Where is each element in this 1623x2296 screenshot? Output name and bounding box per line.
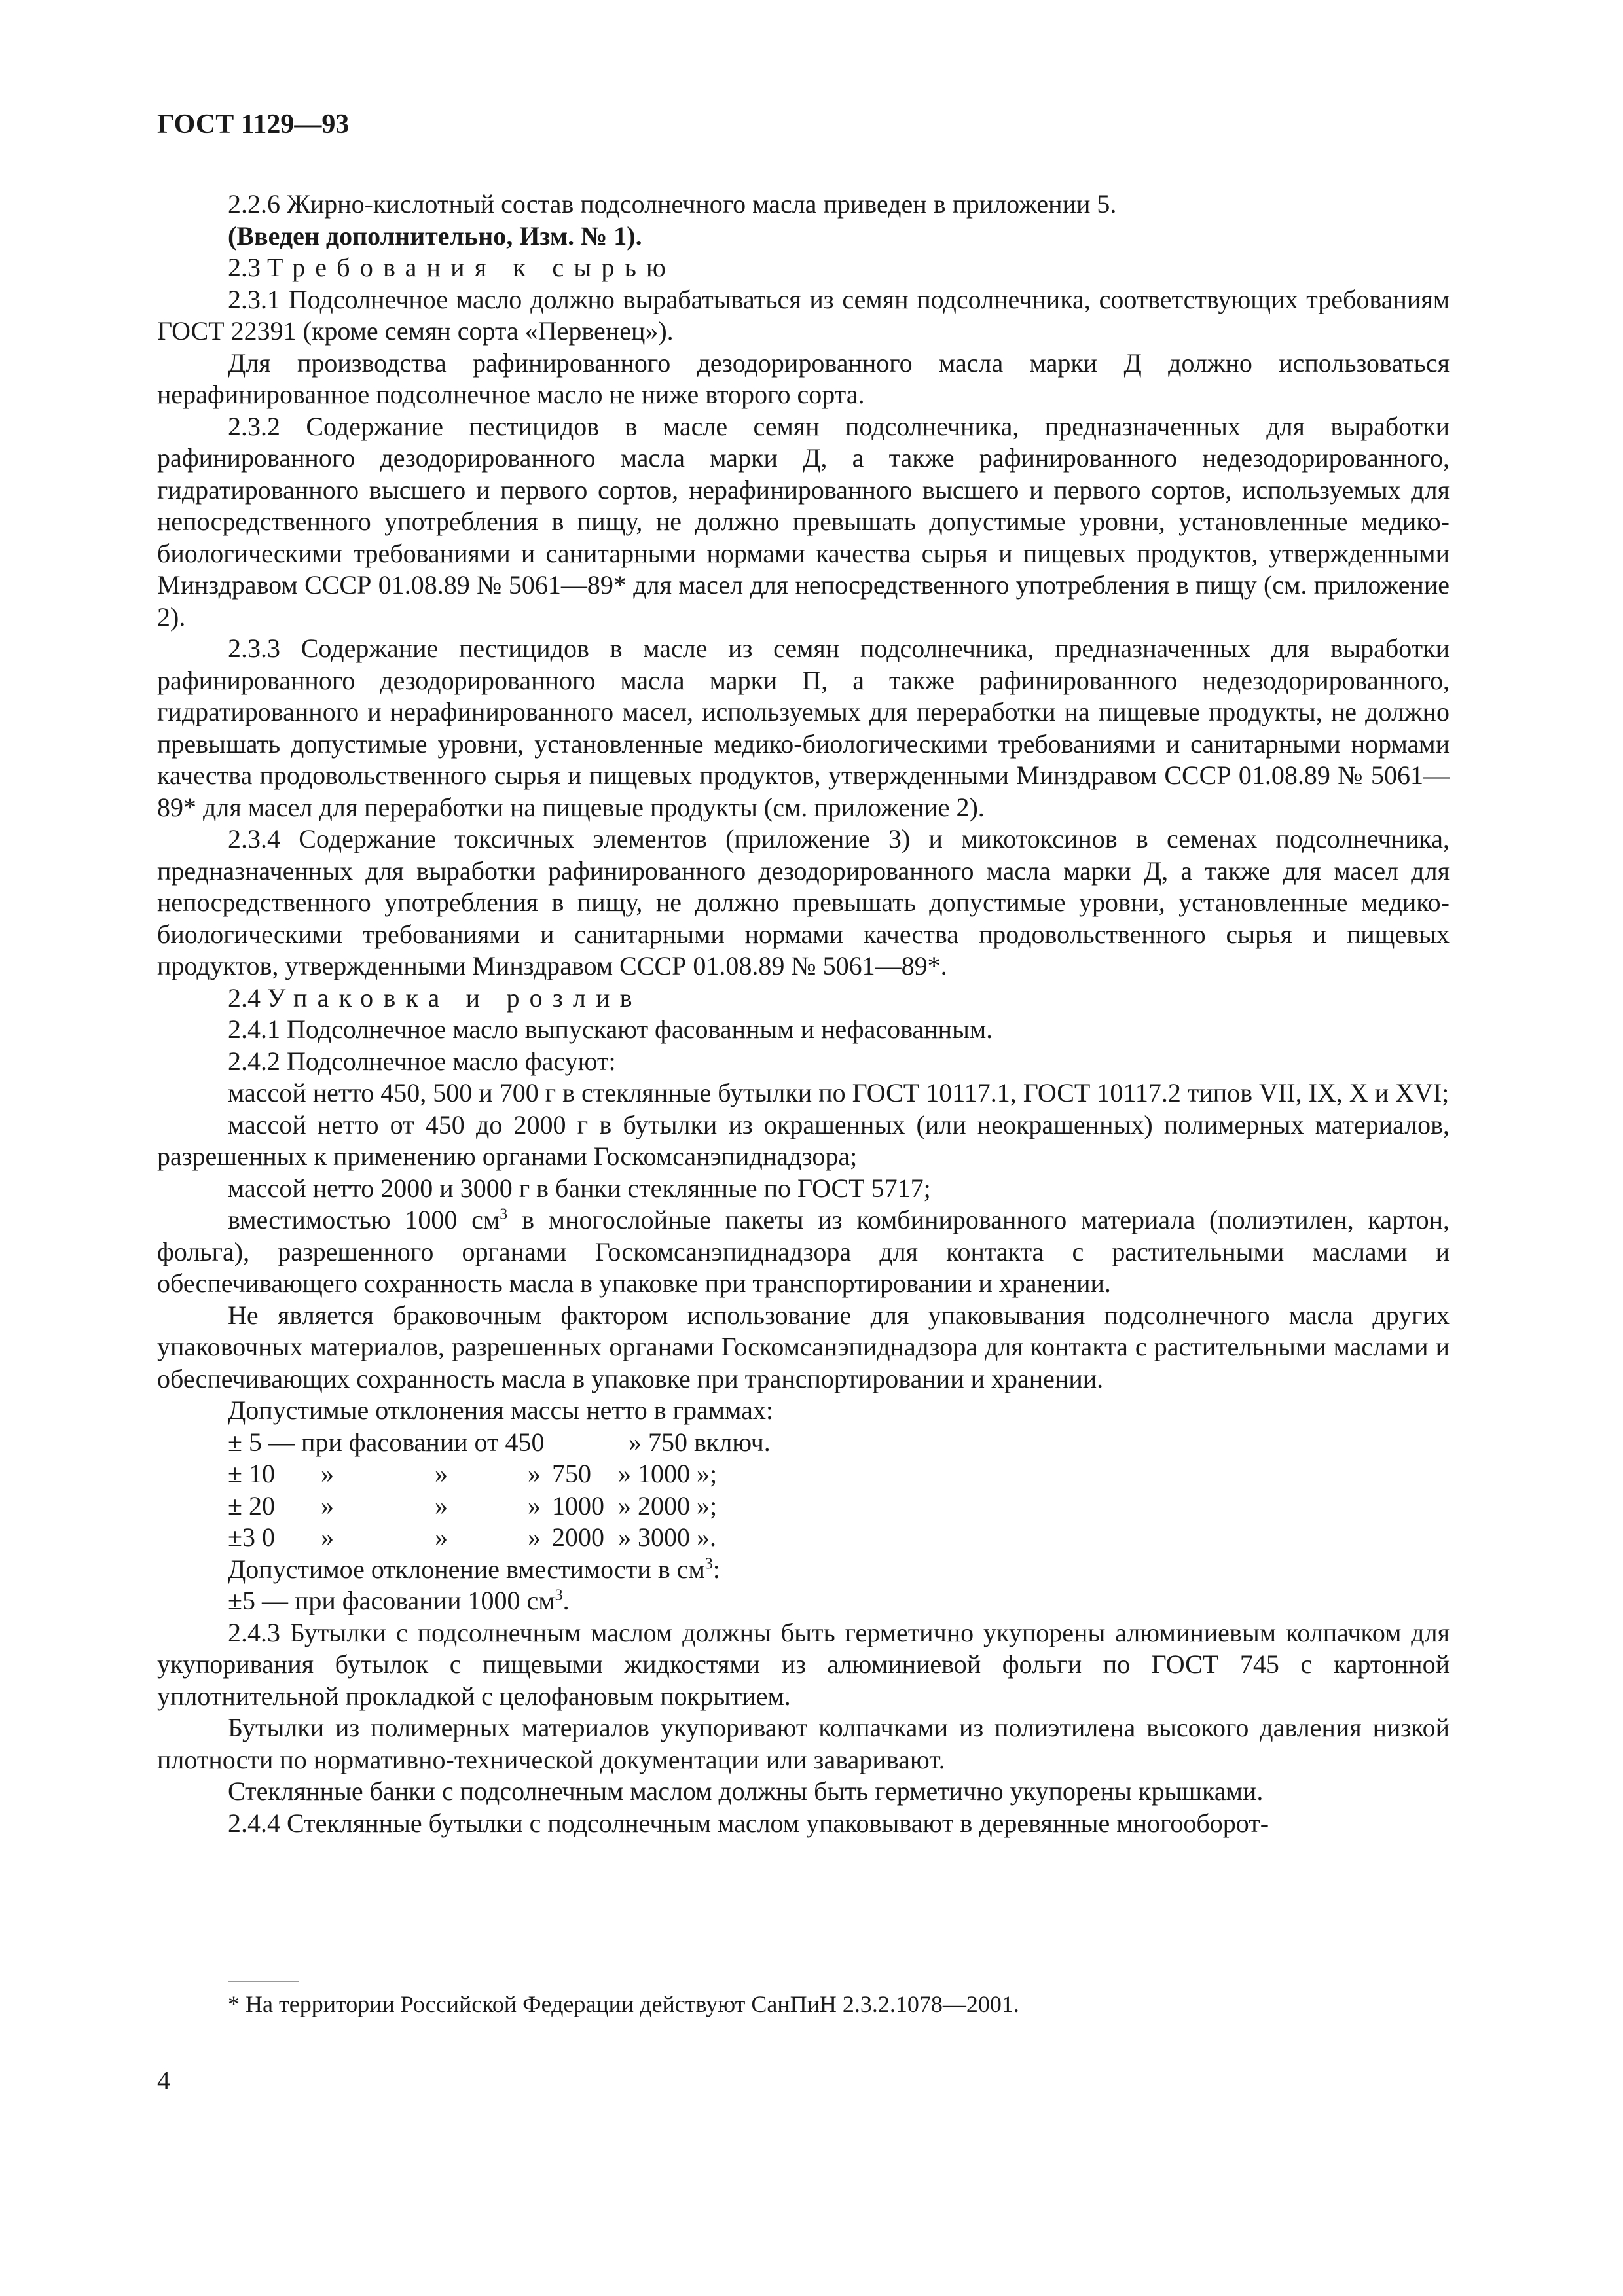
tolerance-cell: ». [697, 1522, 716, 1552]
tolerance-cell: 2000 [552, 1522, 604, 1552]
tolerance-cell: » [321, 1459, 334, 1488]
paragraph-2-4-1: 2.4.1 Подсолнечное масло выпускают фасованным и нефасованным. [228, 1014, 993, 1044]
tolerance-cell: » [528, 1522, 541, 1552]
footnote-divider [228, 1981, 299, 1982]
tolerance-cell: » [321, 1522, 334, 1552]
mass-tolerance-heading: Допустимые отклонения массы нетто в граммах: [228, 1395, 774, 1425]
paragraph-2-4-4: 2.4.4 Стеклянные бутылки с подсолнечным маслом упаковывают в деревянные многооборот- [228, 1808, 1269, 1838]
tolerance-cell: »; [697, 1490, 718, 1520]
tolerance-cell: 750 [552, 1459, 591, 1488]
paragraph-2-3-4: 2.3.4 Содержание токсичных элементов (приложение 3) и микотоксинов в семенах подсолнечника, предназначенных для выработки рафинированного дезодорированного масла марки Д, а также для масел для непосредственного употребления в пищу, не должно превышать допустимые уровни, установленные медико-биологическими требованиями и санитарными нормами качества продовольственного сырья и пищевых продуктов, утвержденными Минздравом СССР 01.08.89 № 5061—89*. [157, 824, 1450, 980]
section-title: Упаковка и розлив [267, 982, 642, 1013]
paragraph-2-3-1-b: Для производства рафинированного дезодорированного масла марки Д должно использоваться нерафинированное подсолнечное масло не ниже второго сорта. [157, 348, 1450, 409]
tolerance-row [157, 1522, 1450, 1554]
paragraph-2-3-3: 2.3.3 Содержание пестицидов в масле из семян подсолнечника, предназначенных для выработки рафинированного дезодорированного масла марки П, а также рафинированного недезодорированного, гидратированного и нерафинированного масел, используемых для переработки на пищевые продукты, не должно превышать допустимые уровни, установленные медико-биологическими требованиями и санитарными нормами качества продовольственного сырья и пищевых продуктов, утвержденными Минздравом СССР 01.08.89 № 5061—89* для масел для переработки на пищевые продукты (см. приложение 2). [157, 634, 1450, 822]
superscript: 3 [500, 1206, 508, 1223]
volume-tolerance-heading [157, 1554, 1450, 1586]
document-body [157, 188, 1450, 1839]
paragraph-2-3-2: 2.3.2 Содержание пестицидов в масле семян подсолнечника, предназначенных для выработки рафинированного дезодорированного масла марки Д, а также рафинированного недезодорированного, гидратированного высшего и первого сортов, нерафинированного высшего и первого сортов, используемых для непосредственного употребления в пищу, не должно превышать допустимые уровни, установленные медико-биологическими требованиями и санитарными нормами качества сырья и пищевых продуктов, утвержденными Минздравом СССР 01.08.89 № 5061—89* для масел для непосредственного употребления в пищу (см. приложение 2). [157, 411, 1450, 632]
tolerance-cell: » 3000 [618, 1522, 690, 1552]
section-number: 2.4 [228, 982, 261, 1013]
tolerance-row [157, 1458, 1450, 1490]
section-title: Требования к сырью [267, 253, 676, 282]
paragraph-2-2-6: 2.2.6 Жирно-кислотный состав подсолнечного масла приведен в приложении 5. [228, 189, 1117, 219]
footnote: * На территории Российской Федерации действуют СанПиН 2.3.2.1078—2001. [228, 1991, 1019, 2017]
tolerance-row [157, 1427, 1450, 1459]
tolerance-cell: 1000 [552, 1490, 604, 1520]
period: . [562, 1586, 570, 1615]
paragraph-other-materials: Не является браковочным фактором использование для упаковывания подсолнечного масла других упаковочных материалов, разрешенных органами Госкомсанэпиднадзора для контакта с растительными маслами и обеспечивающих сохранность масла в упаковке при транспортировании и хранении. [157, 1300, 1450, 1393]
packaging-item-glass-bottles: массой нетто 450, 500 и 700 г в стеклянные бутылки по ГОСТ 10117.1, ГОСТ 10117.2 типов VII, IX, X и XVI; [228, 1078, 1450, 1107]
capacity-lead: вместимостью 1000 см [228, 1205, 500, 1234]
superscript: 3 [555, 1587, 563, 1604]
paragraph-glass-jars-lids: Стеклянные банки с подсолнечным маслом должны быть герметично укупорены крышками. [228, 1776, 1264, 1806]
tolerance-cell: ±3 0 [228, 1522, 275, 1552]
tolerance-row [157, 1490, 1450, 1522]
colon: : [712, 1554, 720, 1584]
tolerance-cell: ± 5 — при фасовании от 450 [228, 1427, 545, 1457]
tolerance-cell: »; [697, 1459, 718, 1488]
tolerance-cell: » [321, 1490, 334, 1520]
paragraph-2-4-3: 2.4.3 Бутылки с подсолнечным маслом должны быть герметично укупорены алюминиевым колпачком для укупоривания бутылок с пищевыми жидкостями из алюминиевой фольги по ГОСТ 745 с картонной уплотнительной прокладкой с целофановым покрытием. [157, 1617, 1450, 1711]
paragraph-2-3-1: 2.3.1 Подсолнечное масло должно вырабатываться из семян подсолнечника, соответствующих требованиям ГОСТ 22391 (кроме семян сорта «Первенец»). [157, 284, 1450, 346]
capacity-text: в многослойные пакеты из комбинированного материала (полиэтилен, картон, фольга), разрешенного органами Госкомсанэпиднадзора для контакта с растительными маслами и обеспечивающего сохранность масла в упаковке при транспортировании и хранении. [157, 1205, 1450, 1298]
tolerance-cell: » [528, 1459, 541, 1488]
volume-tolerance-value-text: ±5 — при фасовании 1000 см [228, 1586, 555, 1615]
paragraph-polymer-caps: Бутылки из полимерных материалов укупоривают колпачками из полиэтилена высокого давления низкой плотности по нормативно-технической документации или заваривают. [157, 1713, 1450, 1774]
paragraph-2-4-2: 2.4.2 Подсолнечное масло фасуют: [228, 1046, 616, 1076]
tolerance-cell: » [435, 1459, 448, 1488]
tolerance-cell: » 750 включ. [629, 1427, 771, 1457]
amendment-note: (Введен дополнительно, Изм. № 1). [228, 221, 642, 251]
tolerance-cell: » 2000 [618, 1490, 690, 1520]
tolerance-cell: ± 20 [228, 1490, 275, 1520]
packaging-item-multilayer-packs [157, 1204, 1450, 1300]
volume-tolerance-value [157, 1585, 1450, 1617]
page-header-doc-id: ГОСТ 1129—93 [157, 109, 350, 139]
superscript: 3 [704, 1555, 713, 1573]
volume-tolerance-text: Допустимое отклонение вместимости в см [228, 1554, 705, 1584]
tolerance-cell: » [528, 1490, 541, 1520]
tolerance-cell: » 1000 [618, 1459, 690, 1488]
tolerance-cell: ± 10 [228, 1459, 275, 1488]
tolerance-cell: » [435, 1490, 448, 1520]
section-number: 2.3 [228, 253, 261, 282]
packaging-item-polymer-bottles: массой нетто от 450 до 2000 г в бутылки из окрашенных (или неокрашенных) полимерных материалов, разрешенных к применению органами Госкомсанэпиднадзора; [157, 1109, 1450, 1171]
section-heading-2-3 [157, 252, 1450, 284]
packaging-item-glass-jars: массой нетто 2000 и 3000 г в банки стеклянные по ГОСТ 5717; [228, 1173, 931, 1203]
page-number: 4 [157, 2066, 170, 2095]
tolerance-cell: » [435, 1522, 448, 1552]
section-heading-2-4 [157, 982, 1450, 1014]
